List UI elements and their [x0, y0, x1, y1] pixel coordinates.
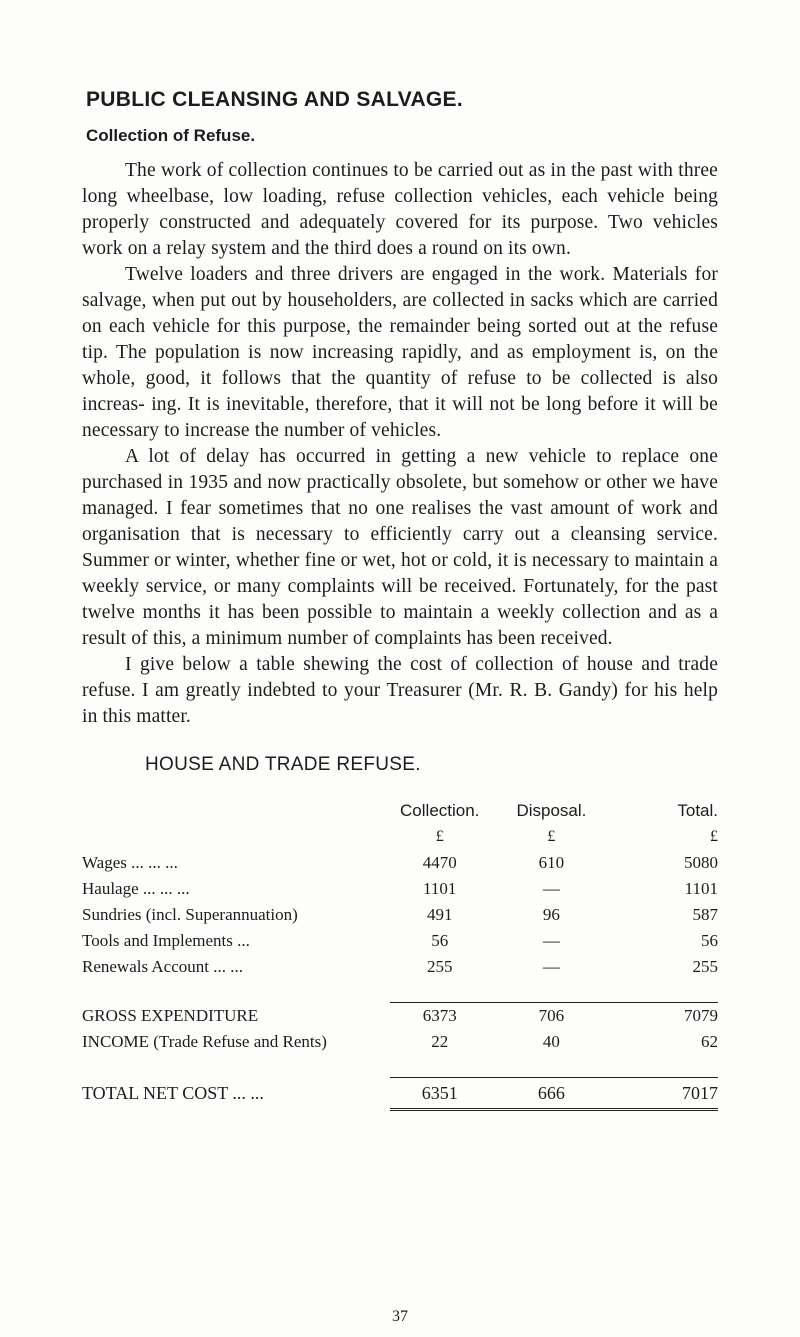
cell-disposal: 666: [490, 1078, 614, 1110]
cell-disposal: 40: [542, 1032, 560, 1051]
row-label: TOTAL NET COST ... ...: [82, 1083, 264, 1103]
page-title: PUBLIC CLEANSING AND SALVAGE.: [86, 88, 463, 111]
currency-symbol: £: [710, 828, 718, 845]
paragraph-3: A lot of delay has occurred in getting a new vehicle to replace one purchased in 1935 and now practically obsolete, but somehow or other we have managed. I fear sometimes that no one realises the vast amount of work and organisation that is necessary to efficiently carry out a cleansing service. Summer or winter, whether fine or wet, hot or cold, it is necessary to maintain a weekly service, or many complaints will be received. Fortunately, for the past twelve months it has been possible to maintain a weekly collection and as a result of this, a minimum number of complaints has been received.: [82, 446, 718, 649]
cell-collection: 56: [431, 931, 449, 950]
cell-collection: 6373: [390, 1003, 490, 1030]
paragraph-1: The work of collection continues to be carried out as in the past with three long wheelbase, low loading, refuse collection vehicles, each vehicle being properly constructed and adequately covered for its purpose. Two vehicles work on a relay system and the third does a round on its own.: [82, 160, 718, 259]
cell-total: 62: [701, 1032, 718, 1051]
currency-symbol: £: [435, 828, 444, 845]
cell-collection: 4470: [422, 853, 457, 872]
cell-total: 7079: [613, 1003, 718, 1030]
total-net-cost-row: [82, 1078, 718, 1110]
cell-collection: 1101: [423, 879, 457, 898]
cell-disposal: 610: [538, 853, 565, 872]
table-header-row: [82, 798, 718, 824]
table-row: [82, 928, 718, 954]
currency-symbol: £: [547, 828, 556, 845]
cell-collection: 6351: [390, 1078, 490, 1110]
cell-disposal: —: [542, 957, 560, 976]
table-row: [82, 954, 718, 980]
table-row: [82, 876, 718, 902]
document-page: [82, 88, 718, 1111]
cell-total: 7017: [613, 1078, 718, 1110]
row-label: Haulage ... ... ...: [82, 879, 190, 898]
row-label: Wages ... ... ...: [82, 853, 178, 872]
cell-disposal: —: [542, 931, 560, 950]
header-total: Total.: [677, 801, 718, 820]
header-disposal: Disposal.: [516, 801, 587, 820]
currency-row: [82, 824, 718, 850]
cell-total: 1101: [684, 879, 718, 898]
cell-disposal: 96: [542, 905, 560, 924]
table-row: [82, 850, 718, 876]
row-label: GROSS EXPENDITURE: [82, 1005, 259, 1025]
row-label: INCOME (Trade Refuse and Rents): [82, 1032, 327, 1051]
cell-total: 56: [701, 931, 718, 950]
income-row: [82, 1029, 718, 1055]
cell-collection: 22: [431, 1032, 449, 1051]
header-collection: Collection.: [400, 801, 480, 820]
cell-collection: 255: [426, 957, 453, 976]
cell-total: 587: [692, 905, 718, 924]
cell-disposal: —: [542, 879, 560, 898]
row-label: Tools and Implements ...: [82, 931, 250, 950]
cell-disposal: 706: [490, 1003, 614, 1030]
table-title: HOUSE AND TRADE REFUSE.: [145, 754, 421, 775]
table-row: [82, 902, 718, 928]
cell-total: 5080: [684, 853, 718, 872]
row-label: Renewals Account ... ...: [82, 957, 243, 976]
section-subtitle: Collection of Refuse.: [86, 126, 256, 145]
refuse-cost-table: [82, 798, 718, 1111]
row-label: Sundries (incl. Superannuation): [82, 905, 298, 924]
cell-total: 255: [692, 957, 718, 976]
paragraph-4: I give below a table shewing the cost of collection of house and trade refuse. I am greatly indebted to your Treasurer (Mr. R. B. Gandy) for his help in this matter.: [82, 654, 718, 727]
cell-collection: 491: [426, 905, 453, 924]
gross-expenditure-row: [82, 1003, 718, 1030]
page-number: 37: [392, 1308, 408, 1325]
paragraph-2: Twelve loaders and three drivers are engaged in the work. Materials for salvage, when put out by householders, are collected in sacks which are carried on each vehicle for this purpose, the remainder being sorted out at the refuse tip. The population is now increasing rapidly, and as employment is, on the whole, good, it follows that the quantity of refuse to be collected is also increas- ing. It is inevitable, therefore, that it will not be long before it will be necessary to increase the number of vehicles.: [82, 264, 718, 441]
